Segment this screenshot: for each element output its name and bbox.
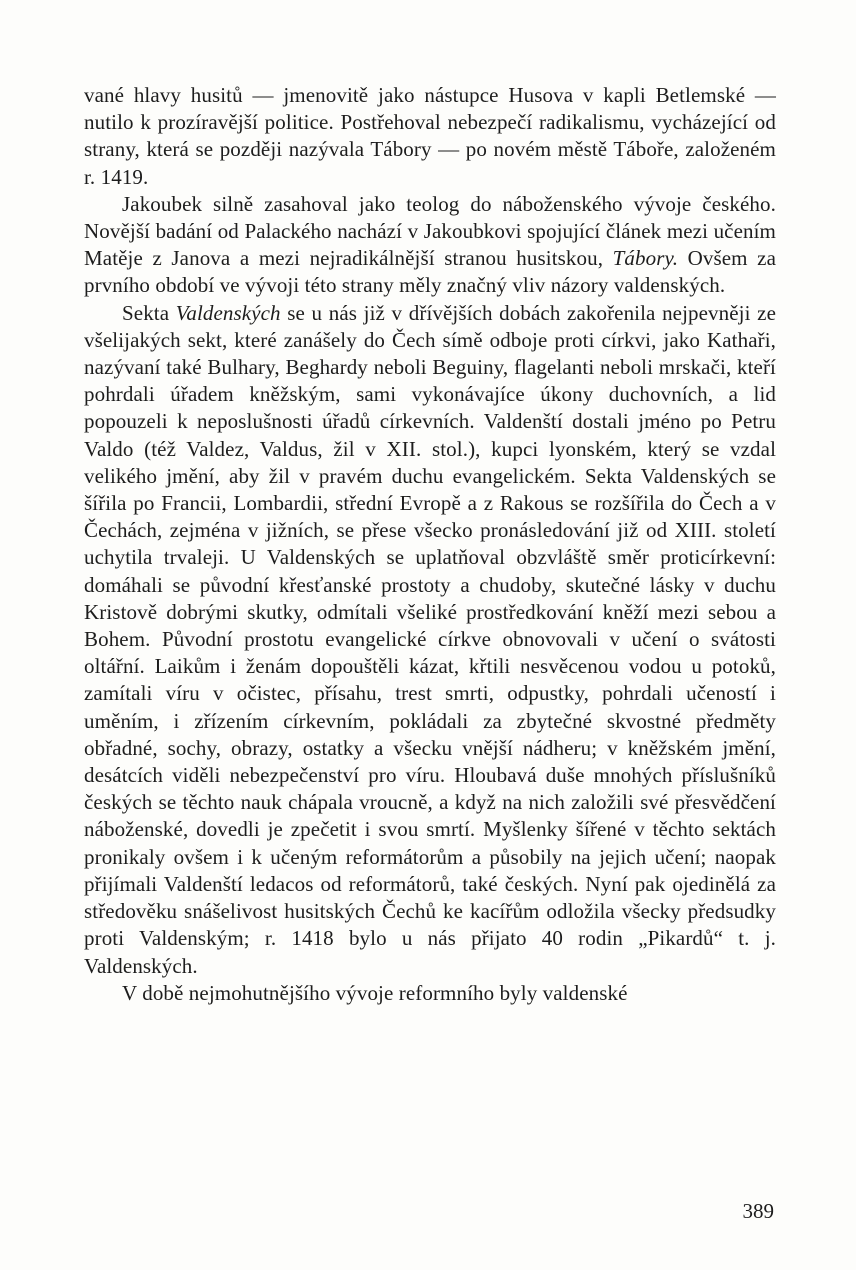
paragraph [84, 82, 776, 191]
italic-text: Tábory. [612, 246, 679, 271]
text-block [84, 82, 776, 1007]
body-text: Ovšem za prvního období ve vývoji této strany měly značný vliv názory valdenských. [84, 246, 776, 298]
body-text: Jakoubek silně zasahoval jako teolog do náboženského vývoje českého. Novější badání od Palackého nachází v Jakoubkovi spojující článek mezi učením Matěje z Janova a mezi nejradikálnější stranou husitskou, [84, 191, 776, 271]
paragraph [84, 300, 776, 980]
page-number: 389 [742, 1199, 774, 1223]
italic-text: Valdenských [175, 300, 281, 325]
body-text: se u nás již v dřívějších dobách zakořenila nejpevněji ze všelijakých sekt, které zanášely do Čech símě odboje proti církvi, jako Kathaři, nazývaní také Bulhary, Beghardy neboli Beguiny, flagelanti neboli mrskači, kteří pohrdali úřadem kněžským, sami vykonávajíce úkony duchovních, a lid popouzeli k neposlušnosti úřadů církevních. Valdenští dostali jméno po Petru Valdo (též Valdez, Valdus, žil v XII. stol.), kupci lyonském, který se vzdal velikého jmění, aby žil v pravém duchu evangelickém. Sekta Valdenských se šířila po Francii, Lombardii, střední Evropě a z Rakous se rozšířila do Čech a v Čechách, zejména v jižních, se přese všecko pronásledování již od XIII. století uchytila trvaleji. U Valdenských se uplatňoval obzvláště směr proticírkevní: domáhali se původní křesťanské prostoty a chudoby, skutečné lásky v duchu Kristově dobrými skutky, odmítali všeliké prostředkování kněží mezi sebou a Bohem. Původní prostotu evangelické církve obnovovali v učení o svátosti oltářní. Laikům i ženám dopouštěli kázat, křtili nesvěcenou vodou u potoků, zamítali víru v očistec, přísahu, trest smrti, odpustky, pohrdali učeností i uměním, i zřízením církevním, pokládali za zbytečné skvostné předměty obřadné, sochy, obrazy, ostatky a všecku vnější nádheru; v kněžském jmění, desátcích viděli nebezpečenství pro víru. Hloubavá duše mnohých příslušníků českých se těchto nauk chápala vroucně, a když na nich založili své přesvědčení náboženské, dovedli je zpečetit i svou smrtí. Myšlenky šířené v těchto sektách pronikaly ovšem i k učeným reformátorům a působily na jejich učení; naopak přijímali Valdenští ledacos od reformátorů, také českých. Nyní pak ojedinělá za středověku snášelivost husitských Čechů ke kacířům odložila všecky předsudky proti Valdenským; r. 1418 bylo u nás přijato 40 rodin „Pikardů“ t. j. Valdenských. [84, 300, 776, 978]
paragraph [84, 191, 776, 300]
paragraph [84, 980, 776, 1007]
body-text: V době nejmohutnějšího vývoje reformního byly valdenské [122, 980, 628, 1005]
body-text: vané hlavy husitů — jmenovitě jako nástupce Husova v kapli Betlemské — nutilo k prozíravější politice. Postřehoval nebezpečí radikalismu, vycházející od strany, která se později nazývala Tábory — po novém městě Táboře, založeném r. 1419. [84, 83, 776, 189]
body-text: Sekta [122, 300, 176, 325]
